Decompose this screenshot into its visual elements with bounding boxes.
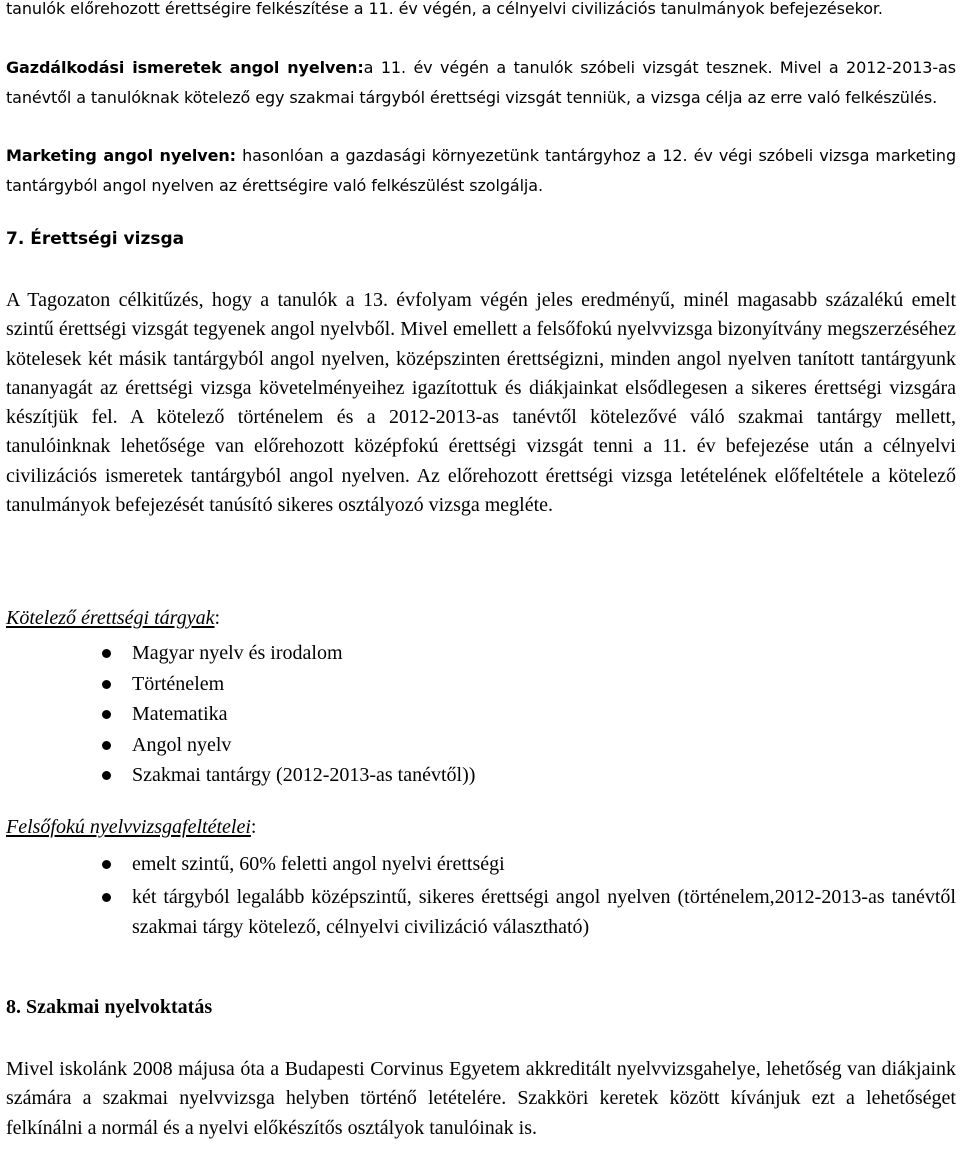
bullet-icon: [102, 680, 111, 689]
advanced-conditions-list: [6, 849, 956, 943]
intro-text: tanulók előrehozott érettségire felkészítése a 11. év végén, a célnyelvi civilizációs tanulmányok befejezésekor.: [6, 0, 883, 18]
intro-paragraph: [6, 0, 956, 24]
mandatory-subjects-label: [6, 607, 220, 630]
list-item-text: két tárgyból legalább középszintű, sikeres érettségi angol nyelven (történelem,2012-2013-as tanévtől szakmai tárgy kötelező, célnyelvi civilizáció választható): [132, 885, 956, 938]
business-paragraph: [6, 53, 956, 112]
business-label: Gazdálkodási ismeretek angol nyelven:: [6, 58, 364, 77]
bullet-icon: [102, 860, 111, 869]
bullet-icon: [102, 893, 111, 902]
marketing-paragraph: [6, 141, 956, 200]
marketing-label: Marketing angol nyelven:: [6, 146, 236, 165]
mandatory-subjects-list: [6, 638, 956, 791]
list-item: [6, 760, 956, 791]
advanced-conditions-label: [6, 816, 256, 839]
section-8-paragraph: Mivel iskolánk 2008 májusa óta a Budapesti Corvinus Egyetem akkreditált nyelvvizsgahelye, lehetőség van diákjaink számára a szakmai nyelvvizsga helyben történő letételére. Szakköri keretek között kívánjuk ezt a lehetőséget felkínálni a normál és a nyelvi előkészítős osztályok tanulóinak is.: [6, 1058, 956, 1139]
list-item: [6, 669, 956, 700]
mandatory-colon: :: [214, 607, 221, 629]
list-item-text: Magyar nyelv és irodalom: [132, 642, 343, 664]
bullet-icon: [102, 741, 111, 750]
advanced-colon: :: [250, 816, 257, 838]
mandatory-label-text: Kötelező érettségi tárgyak: [6, 607, 215, 629]
list-item: [6, 849, 956, 880]
list-item: [6, 730, 956, 761]
section-7-title: 7. Érettségi vizsga: [6, 229, 185, 249]
list-item-text: Történelem: [132, 672, 225, 695]
business-text: a 11. év végén a tanulók szóbeli vizsgát tesznek. Mivel a 2012-2013-as tanévtől a tanulóknak kötelező egy szakmai tárgyból érettségi vizsgát tenniük, a vizsga célja az erre való felkészülés.: [6, 58, 956, 107]
section-8-title: 8. Szakmai nyelvoktatás: [6, 996, 213, 1018]
list-item: [6, 638, 956, 669]
bullet-icon: [102, 771, 111, 780]
list-item-text: emelt szintű, 60% feletti angol nyelvi érettségi: [132, 853, 505, 875]
bullet-icon: [102, 710, 111, 719]
section-7-paragraph: A Tagozaton célkitűzés, hogy a tanulók a 13. évfolyam végén jeles eredményű, minél magasabb százalékú emelt szintű érettségi vizsgát tegyenek angol nyelvből. Mivel emellett a felsőfokú nyelvvizsga bizonyítvány megszerzéséhez kötelesek két másik tantárgyból angol nyelven, középszinten érettségizni, minden angol nyelven tanított tantárgyunk tananyagát az érettségi vizsga követelményeihez igazítottuk és diákjainkat elsődlegesen a sikeres érettségi vizsgára készítjük fel. A kötelező történelem és a 2012-2013-as tanévtől kötelezővé váló szakmai tantárgy mellett, tanulóinknak lehetősége van előrehozott középfokú érettségi vizsgát tenni a 11. év befejezése után a célnyelvi civilizációs ismeretek tantárgyból angol nyelven. Az előrehozott érettségi vizsga letételének előfeltétele a kötelező tanulmányok befejezését tanúsító sikeres osztályozó vizsga megléte.: [6, 289, 956, 517]
list-item: [6, 882, 956, 943]
advanced-label-text: Felsőfokú nyelvvizsgafeltételei: [6, 816, 251, 838]
bullet-icon: [102, 649, 111, 658]
list-item: [6, 699, 956, 730]
marketing-text: hasonlóan a gazdasági környezetünk tantárgyhoz a 12. év végi szóbeli vizsga marketing tantárgyból angol nyelven az érettségire való felkészülést szolgálja.: [6, 146, 957, 195]
list-item-text: Matematika: [132, 703, 228, 725]
list-item-text: Angol nyelv: [132, 733, 232, 756]
list-item-text: Szakmai tantárgy (2012-2013-as tanévtől)): [132, 764, 476, 786]
